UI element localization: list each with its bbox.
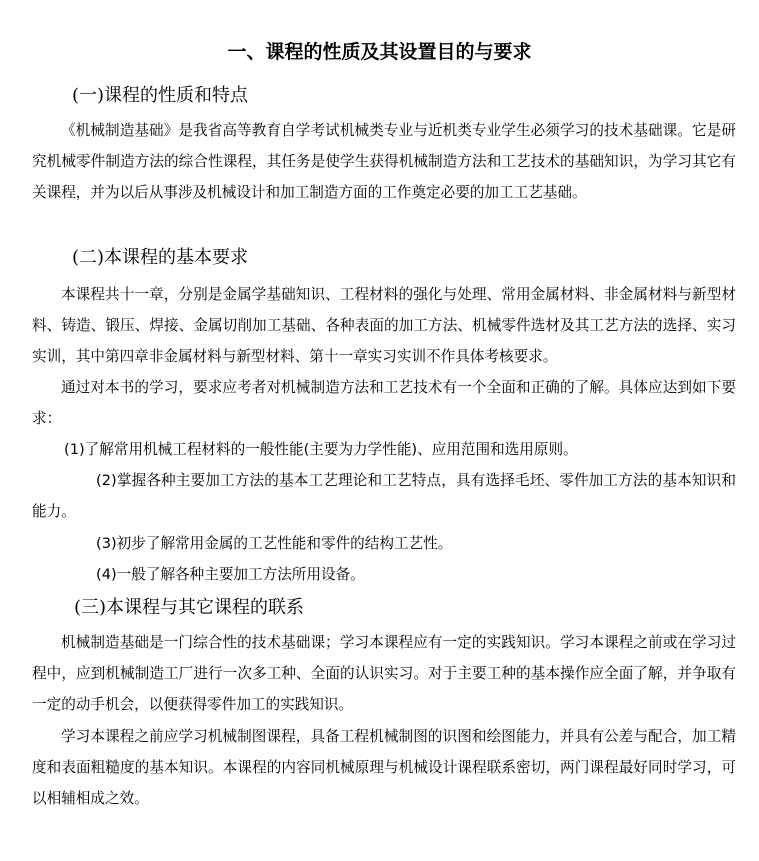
section-2-paragraph-2: 通过对本书的学习，要求应考者对机械制造方法和工艺技术有一个全面和正确的了解。具体应达到如下要求： xyxy=(32,379,736,427)
section-2-paragraph-1: 本课程共十一章，分别是金属学基础知识、工程材料的强化与处理、常用金属材料、非金属材料与新型材料、铸造、锻压、焊接、金属切削加工基础、各种表面的加工方法、机械零件选材及其工艺方法的选择、实习实训，其中第四章非金属材料与新型材料、第十一章实习实训不作具体考核要求。 xyxy=(32,286,736,365)
requirement-item-4: (4)一般了解各种主要加工方法所用设备。 xyxy=(96,566,365,583)
section-3-paragraph-2: 学习本课程之前应学习机械制图课程，具备工程机械制图的识图和绘图能力，并具有公差与配合，加工精度和表面粗糙度的基本知识。本课程的内容同机械原理与机械设计课程联系密切，两门课程最好同时学习，可以相辅相成之效。 xyxy=(32,728,736,807)
requirement-item-3: (3)初步了解常用金属的工艺性能和零件的结构工艺性。 xyxy=(96,535,453,552)
requirement-item-1: (1)了解常用机械工程材料的一般性能(主要为力学性能)、应用范围和选用原则。 xyxy=(64,441,578,458)
document-title: 一、课程的性质及其设置目的与要求 xyxy=(227,41,532,63)
section-2-heading: (二)本课程的基本要求 xyxy=(72,247,249,268)
section-3-paragraph-1: 机械制造基础是一门综合性的技术基础课；学习本课程应有一定的实践知识。学习本课程之前或在学习过程中，应到机械制造工厂进行一次多工种、全面的认识实习。对于主要工种的基本操作应全面了解，并争取有一定的动手机会，以便获得零件加工的实践知识。 xyxy=(32,634,736,713)
section-3-heading: (三)本课程与其它课程的联系 xyxy=(74,597,305,618)
section-1-paragraph: 《机械制造基础》是我省高等教育自学考试机械类专业与近机类专业学生必须学习的技术基础课。它是研究机械零件制造方法的综合性课程，其任务是使学生获得机械制造方法和工艺技术的基础知识，为学习其它有关课程，并为以后从事涉及机械设计和加工制造方面的工作奠定必要的加工工艺基础。 xyxy=(32,122,736,201)
section-1-heading: (一)课程的性质和特点 xyxy=(72,85,249,106)
requirement-item-2: (2)掌握各种主要加工方法的基本工艺理论和工艺特点，具有选择毛坯、零件加工方法的基本知识和能力。 xyxy=(32,472,736,520)
